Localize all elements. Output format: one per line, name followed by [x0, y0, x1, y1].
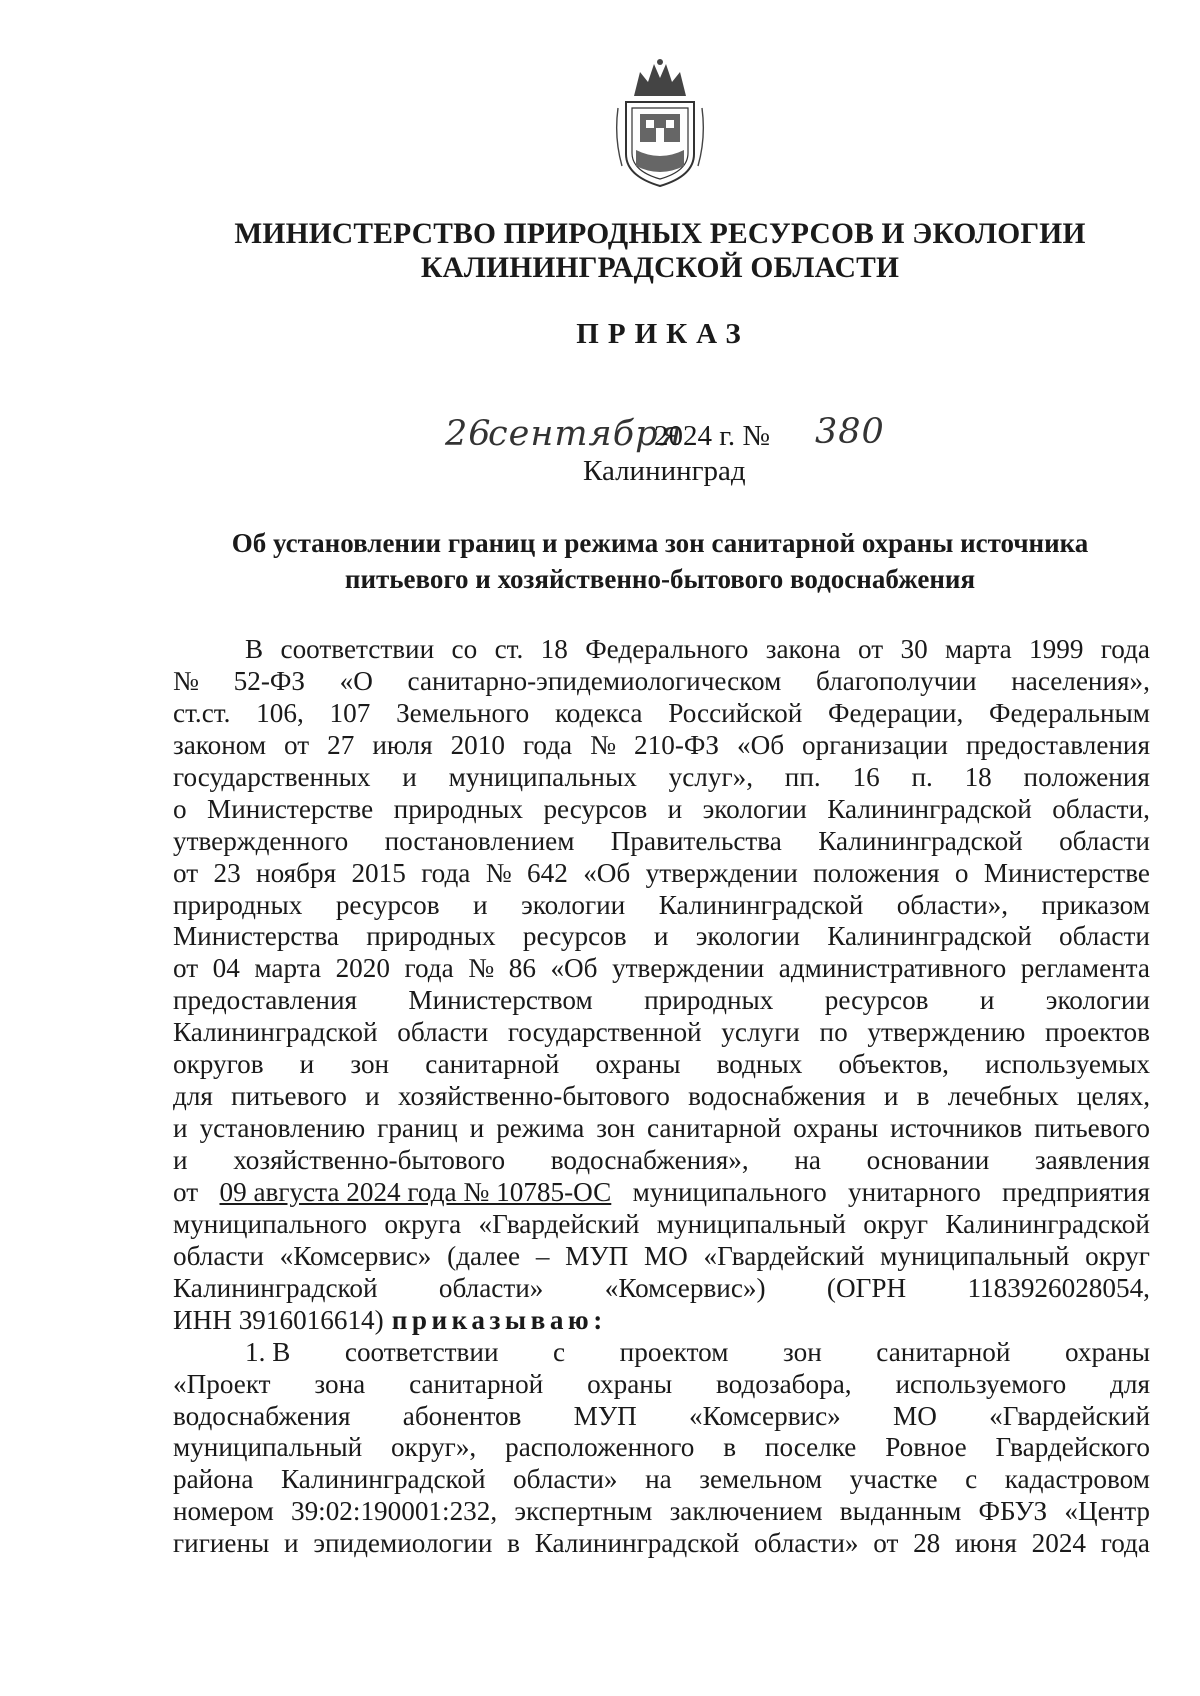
body-word: (ОГРН	[826, 1272, 907, 1303]
body-word: хозяйственно-бытового	[397, 1081, 670, 1112]
body-word: 2020	[335, 953, 390, 984]
body-word: «Проект	[173, 1368, 271, 1399]
body-word: МО	[893, 1400, 937, 1431]
body-word: МУП	[573, 1400, 637, 1431]
body-word: 18	[964, 761, 992, 792]
body-word: №	[468, 953, 495, 984]
body-word: пп.	[784, 761, 821, 792]
body-word: расположенного	[505, 1432, 695, 1463]
body-word: 2024	[1031, 1528, 1087, 1559]
body-word: земельном	[699, 1464, 823, 1495]
body-word: санитарной	[409, 1368, 544, 1399]
body-word: муниципальный	[173, 1432, 363, 1463]
body-word: водоснабжения	[688, 1081, 866, 1112]
body-line	[173, 1432, 1150, 1464]
body-word: 16	[852, 761, 880, 792]
body-word: Калининградской	[818, 825, 1023, 856]
body-word: от	[173, 953, 199, 984]
body-word: ресурсов	[522, 921, 627, 952]
body-word: ФБУЗ	[978, 1496, 1048, 1527]
body-word: абонентов	[402, 1400, 522, 1431]
body-word: округа	[384, 1208, 462, 1239]
body-word: «Комсервис»	[689, 1400, 841, 1431]
body-word: от	[173, 1176, 199, 1207]
body-word: Калининградской	[658, 889, 864, 920]
body-word: «Об	[550, 953, 598, 984]
body-word: Калининградской	[827, 921, 1032, 952]
body-line	[173, 698, 1150, 730]
body-line	[173, 890, 1150, 922]
body-word: природных	[366, 921, 496, 952]
body-word: проектов	[1045, 1017, 1150, 1048]
body-word: округ	[863, 1208, 929, 1239]
body-word: охраны	[1064, 1336, 1150, 1367]
body-word: и	[365, 1081, 380, 1112]
body-word: зон	[350, 1049, 390, 1080]
body-line	[173, 1017, 1150, 1049]
body-word: и	[667, 793, 683, 824]
body-word: водозабора,	[715, 1368, 852, 1399]
body-word: от	[873, 1528, 899, 1559]
body-word: «Центр	[1064, 1496, 1150, 1527]
order-body	[173, 634, 1150, 1560]
body-word: Федерации,	[828, 697, 964, 728]
body-word: водных	[716, 1049, 803, 1080]
body-line	[173, 985, 1150, 1017]
body-word: кадастровом	[1004, 1464, 1150, 1495]
order-subject-line2: питьевого и хозяйственно-бытового водоснабжения	[344, 564, 976, 594]
body-line	[173, 1049, 1150, 1081]
body-word: области	[1059, 825, 1150, 856]
body-word: и	[173, 1145, 188, 1175]
body-line	[173, 762, 1150, 794]
body-word: поселке	[764, 1432, 857, 1463]
handwritten-day: 26	[445, 414, 492, 454]
body-word: природных	[173, 889, 303, 920]
body-word: 2015	[351, 857, 406, 888]
body-word: Министерства	[173, 921, 339, 952]
order-subject	[160, 525, 1160, 597]
body-word: В	[245, 634, 264, 664]
body-word: санитарной	[425, 1049, 560, 1080]
body-word: области»	[753, 1528, 859, 1559]
body-word: кодекса	[554, 697, 643, 728]
body-word: выданным	[839, 1496, 962, 1527]
body-word: года	[1100, 1528, 1150, 1559]
body-word: «Комсервис»)	[604, 1272, 766, 1303]
body-word: и	[883, 1081, 899, 1112]
body-word: №	[590, 729, 617, 760]
body-word: ИНН 3916016614)	[173, 1304, 384, 1335]
body-word: со	[451, 634, 478, 664]
body-line	[173, 1337, 1150, 1369]
ministry-title-line1: МИНИСТЕРСТВО ПРИРОДНЫХ РЕСУРСОВ И ЭКОЛОГИИ	[234, 218, 1086, 250]
body-word: установлению	[199, 1113, 366, 1144]
body-word: №	[173, 665, 199, 696]
body-word: от	[173, 857, 199, 888]
body-word: года	[522, 729, 573, 760]
body-word: 642	[527, 857, 568, 888]
body-word: постановлением	[384, 825, 575, 856]
body-word: ст.ст.	[173, 697, 231, 728]
body-word: заключением	[669, 1496, 823, 1527]
body-word: 210-ФЗ	[634, 729, 719, 760]
body-word: на	[794, 1145, 821, 1175]
city-name: Калининград	[583, 455, 746, 487]
body-word: государственной	[507, 1017, 702, 1048]
body-word: области»	[438, 1272, 544, 1303]
body-word: Калининградской	[827, 793, 1032, 824]
body-word: экологии	[521, 889, 626, 920]
body-word: источников	[890, 1113, 1023, 1144]
body-word: марта	[254, 953, 322, 984]
body-word: ресурсов	[543, 793, 648, 824]
body-word: санитарной	[876, 1336, 1011, 1367]
body-word: административного	[778, 953, 1007, 984]
body-word: соответствии	[280, 634, 435, 664]
body-word: муниципальный	[656, 1208, 846, 1239]
body-word: Министерством	[408, 985, 593, 1016]
body-line	[173, 826, 1150, 858]
body-word: утверждении	[645, 857, 798, 888]
document-type-heading: ПРИКАЗ	[576, 318, 750, 350]
body-word: охраны	[595, 1049, 681, 1080]
body-word: организации	[802, 729, 948, 760]
body-line	[173, 1305, 1150, 1337]
body-word: МО	[643, 1240, 688, 1271]
body-word: ресурсов	[335, 889, 440, 920]
body-word: услуги	[721, 1017, 800, 1048]
body-word: заявления	[1034, 1145, 1150, 1175]
body-word: санитарно-эпидемиологическом	[407, 665, 782, 696]
order-subject-line1: Об установлении границ и режима зон санитарной охраны источника	[231, 528, 1089, 558]
body-word: Калининградской	[173, 1017, 378, 1048]
body-word: 86	[508, 953, 536, 984]
body-word: эпидемиологии	[313, 1528, 493, 1559]
body-word: области	[1059, 921, 1150, 952]
body-word: муниципального	[632, 1176, 827, 1207]
ministry-title-line2: КАЛИНИНГРАДСКОЙ ОБЛАСТИ	[420, 252, 900, 284]
body-word: законом	[173, 729, 267, 760]
body-word: 23	[213, 857, 241, 888]
coat-of-arms-icon	[612, 58, 708, 190]
body-word: муниципальный	[880, 1240, 1070, 1271]
body-word: Российской	[668, 697, 803, 728]
body-word: 1. В	[245, 1336, 291, 1367]
body-word: 39:02:190001:232,	[290, 1496, 498, 1527]
body-word: соответствии	[344, 1336, 499, 1367]
body-line	[173, 634, 1150, 666]
body-word: 107	[329, 697, 371, 728]
body-word: №	[485, 857, 512, 888]
body-line	[173, 794, 1150, 826]
body-word: питьевого	[231, 1081, 347, 1112]
body-word: основании	[866, 1145, 990, 1175]
body-word: благополучии	[815, 665, 977, 696]
body-word: округ	[1085, 1240, 1150, 1271]
body-word: Министерстве	[207, 793, 374, 824]
body-line	[173, 921, 1150, 953]
printed-year-number-label: 2024 г. №	[654, 420, 771, 452]
body-word: регламента	[1020, 953, 1150, 984]
body-word: предоставления	[965, 729, 1150, 760]
body-word: области	[173, 1240, 264, 1271]
body-word: 1183926028054,	[967, 1272, 1150, 1303]
body-word: зона	[314, 1368, 366, 1399]
body-word: зон	[783, 1336, 822, 1367]
body-word: утвержденного	[173, 825, 349, 856]
body-word: предоставления	[173, 985, 358, 1016]
body-line	[173, 1496, 1150, 1528]
body-line	[173, 1177, 1150, 1209]
body-word: района	[173, 1464, 254, 1495]
body-word: границ	[377, 1113, 458, 1144]
body-line	[173, 858, 1150, 890]
body-word: области»,	[896, 889, 1009, 920]
body-word: зон	[596, 1113, 636, 1144]
body-word: населения»,	[1011, 665, 1150, 696]
body-word: Калининградской	[945, 1208, 1150, 1239]
body-word: июля	[372, 729, 433, 760]
body-word: марта	[945, 634, 1012, 664]
body-word: охраны	[793, 1113, 879, 1144]
body-word: Земельного	[396, 697, 530, 728]
body-line	[173, 1241, 1150, 1273]
body-line	[173, 1464, 1150, 1496]
body-word: в	[916, 1081, 930, 1112]
body-word: «Гвардейский	[478, 1208, 640, 1239]
body-word: природных	[393, 793, 523, 824]
body-word: от	[857, 634, 884, 664]
body-word: объектов,	[838, 1049, 949, 1080]
body-word: унитарного	[848, 1176, 981, 1207]
body-word: хозяйственно-бытового	[233, 1145, 506, 1175]
body-word: лечебных	[947, 1081, 1059, 1112]
body-word: п.	[911, 761, 933, 792]
ministry-title	[0, 217, 1200, 285]
body-line	[173, 666, 1150, 698]
body-word: МУП	[565, 1240, 629, 1271]
body-word: июня	[954, 1528, 1017, 1559]
body-word: питьевого	[1034, 1113, 1150, 1144]
body-line	[173, 1081, 1150, 1113]
body-word: о	[173, 793, 187, 824]
body-word: Калининградской	[534, 1528, 740, 1559]
body-word: предприятия	[1002, 1176, 1150, 1207]
body-word: «Гвардейский	[989, 1400, 1150, 1431]
body-word: на	[645, 1464, 672, 1495]
body-word: экологии	[695, 921, 800, 952]
body-word: 28	[913, 1528, 941, 1559]
body-word: муниципальных	[448, 761, 637, 792]
body-word: утверждению	[867, 1017, 1026, 1048]
body-word: и	[653, 921, 669, 952]
body-word: охраны	[587, 1368, 673, 1399]
body-line	[173, 953, 1150, 985]
body-word: «Комсервис»	[279, 1240, 432, 1271]
body-word: области»	[513, 1464, 618, 1495]
body-line	[173, 1113, 1150, 1145]
body-word: Федерального	[585, 634, 749, 664]
body-word: проектом	[619, 1336, 729, 1367]
body-word: услуг»,	[668, 761, 753, 792]
body-line	[173, 1369, 1150, 1401]
body-word: –	[535, 1240, 550, 1271]
body-word: приказом	[1041, 889, 1150, 920]
body-word: для	[173, 1081, 213, 1112]
body-word: по	[819, 1017, 848, 1048]
body-word: экологии	[702, 793, 807, 824]
body-word: и	[473, 889, 488, 920]
body-word: и	[402, 761, 417, 792]
body-word: закона	[765, 634, 841, 664]
body-word: Федеральным	[989, 697, 1150, 728]
handwritten-order-number: 380	[815, 412, 885, 452]
body-word: Калининградской	[173, 1272, 378, 1303]
body-word: «Об	[583, 857, 631, 888]
body-word: используемого	[895, 1368, 1067, 1399]
body-word: 2010	[450, 729, 505, 760]
body-word: водоснабжения	[173, 1400, 351, 1431]
body-word: номером	[173, 1496, 274, 1527]
body-word: и	[284, 1528, 299, 1559]
body-word: режима	[496, 1113, 585, 1144]
body-line	[173, 1528, 1150, 1560]
body-word: от	[284, 729, 310, 760]
body-word: «О	[339, 665, 373, 696]
body-word: природных	[644, 985, 774, 1016]
body-word: 1999	[1029, 634, 1084, 664]
body-word: положения	[813, 857, 940, 888]
body-word: (далее	[447, 1240, 521, 1271]
body-word: водоснабжения»,	[550, 1145, 749, 1175]
body-line	[173, 1273, 1150, 1305]
body-word: 18	[540, 634, 568, 664]
body-word: области,	[1052, 793, 1150, 824]
body-word: года	[404, 953, 454, 984]
body-word: ресурсов	[824, 985, 929, 1016]
body-word: округов	[173, 1049, 264, 1080]
body-word: гигиены	[173, 1528, 270, 1559]
body-word: и	[979, 985, 995, 1016]
body-word: в	[723, 1432, 737, 1463]
body-word: Калининградской	[280, 1464, 486, 1495]
body-line	[173, 1209, 1150, 1241]
body-word: «Гвардейский	[703, 1240, 865, 1271]
body-word: Министерстве	[983, 857, 1150, 888]
body-word: Ровное	[885, 1432, 967, 1463]
body-word: 04	[212, 953, 240, 984]
body-word: экологии	[1045, 985, 1150, 1016]
body-word: участке	[849, 1464, 938, 1495]
body-word: санитарной	[647, 1113, 782, 1144]
body-word: ст.	[494, 634, 524, 664]
body-word: 52-ФЗ	[233, 665, 305, 696]
order-keyword: приказываю:	[391, 1304, 607, 1335]
handwritten-month: сентября	[488, 414, 683, 454]
body-word: 27	[327, 729, 355, 760]
body-word: целях,	[1076, 1081, 1150, 1112]
body-word: для	[1110, 1368, 1150, 1399]
body-word: Правительства	[610, 825, 782, 856]
body-word: с	[553, 1336, 566, 1367]
body-word: года	[1100, 634, 1150, 664]
body-word: и	[299, 1049, 315, 1080]
body-word: области	[397, 1017, 489, 1048]
body-word: «Об	[736, 729, 785, 760]
body-word: в	[507, 1528, 520, 1559]
body-word: муниципального	[173, 1208, 368, 1239]
body-word: 106,	[256, 697, 304, 728]
body-word: Гвардейского	[995, 1432, 1150, 1463]
body-word: экспертным	[514, 1496, 653, 1527]
body-word: округ»,	[391, 1432, 477, 1463]
body-word: о	[954, 857, 969, 888]
body-word: утверждении	[612, 953, 765, 984]
body-line	[173, 730, 1150, 762]
body-line	[173, 1401, 1150, 1433]
body-word: государственных	[173, 761, 371, 792]
body-word: и	[469, 1113, 485, 1144]
body-word: положения	[1023, 761, 1150, 792]
body-word: используемых	[985, 1049, 1150, 1080]
body-word: с	[965, 1464, 978, 1495]
body-word: года	[421, 857, 471, 888]
body-line	[173, 1145, 1150, 1177]
body-word: и	[173, 1113, 188, 1144]
body-word: ноября	[256, 857, 337, 888]
body-word: 30	[900, 634, 928, 664]
application-reference: 09 августа 2024 года № 10785-ОС	[219, 1176, 612, 1207]
